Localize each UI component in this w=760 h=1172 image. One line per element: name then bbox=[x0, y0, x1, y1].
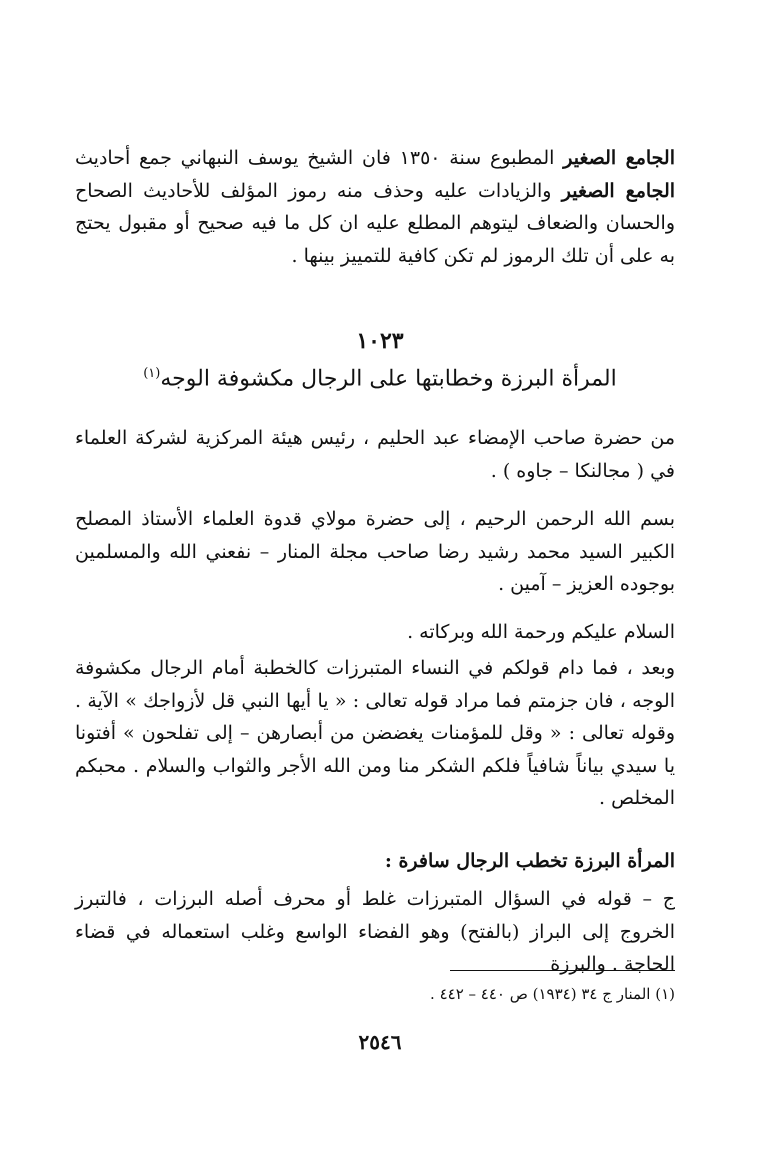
addressee-paragraph: من حضرة صاحب الإمضاء عبد الحليم ، رئيس هيئة المركزية لشركة العلماء في ( مجالنكا – جاوه ) . bbox=[75, 427, 675, 482]
article-title: المرأة البرزة وخطابتها على الرجال مكشوفة الوجه bbox=[160, 366, 617, 392]
footnote-divider bbox=[450, 970, 675, 971]
book-title-1: الجامع الصغير bbox=[563, 147, 676, 169]
answer-paragraph: ج – قوله في السؤال المتبرزات غلط أو محرف أصله البرزات ، فالتبرز الخروج إلى البراز (بالفتح) وهو الفضاء الواسع وغلب استعماله في قضاء الحاجة . والبرزة bbox=[75, 888, 675, 975]
book-title-2: الجامع الصغير bbox=[561, 179, 676, 202]
footnote: (١) المنار ج ٣٤ (١٩٣٤) ص ٤٤٠ – ٤٤٢ . bbox=[430, 985, 675, 1003]
intro-text-1: المطبوع سنة ١٣٥٠ فان الشيخ يوسف النبهاني جمع أحاديث bbox=[75, 147, 564, 169]
page-number: ٢٥٤٦ bbox=[358, 1030, 402, 1054]
title-footnote-mark: (١) bbox=[143, 366, 161, 381]
entry-number: ١٠٢٣ bbox=[356, 328, 404, 354]
article-title-line bbox=[80, 366, 680, 391]
opening-paragraph: بسم الله الرحمن الرحيم ، إلى حضرة مولاي قدوة العلماء الأستاذ المصلح الكبير السيد محمد رشيد رضا صاحب مجلة المنار – نفعني الله والمسلمين بوجوده العزيز – آمين . bbox=[75, 508, 675, 595]
intro-paragraph bbox=[75, 142, 675, 272]
answer-heading: المرأة البرزة تخطب الرجال سافرة : bbox=[384, 850, 675, 872]
question-paragraph: وبعد ، فما دام قولكم في النساء المتبرزات كالخطبة أمام الرجال مكشوفة الوجه ، فان جزمتم فما مراد قوله تعالى : « يا أيها النبي قل لأزواجك » الآية . وقوله تعالى : « وقل للمؤمنات يغضضن من أبصارهن – إلى تفلحون » أفتونا يا سيدي بياناً شافياً فلكم الشكر منا ومن الله الأجر والثواب والسلام . محبكم المخلص . bbox=[75, 657, 675, 809]
intro-text-2: والزيادات عليه وحذف منه رموز المؤلف للأحاديث الصحاح والحسان والضعاف ليتوهم المطلع عليه ان كل ما فيه صحيح أو مقبول يحتج به على أن تلك الرموز لم تكن كافية للتمييز بينها . bbox=[75, 179, 675, 267]
greeting-paragraph: السلام عليكم ورحمة الله وبركاته . bbox=[407, 621, 675, 643]
